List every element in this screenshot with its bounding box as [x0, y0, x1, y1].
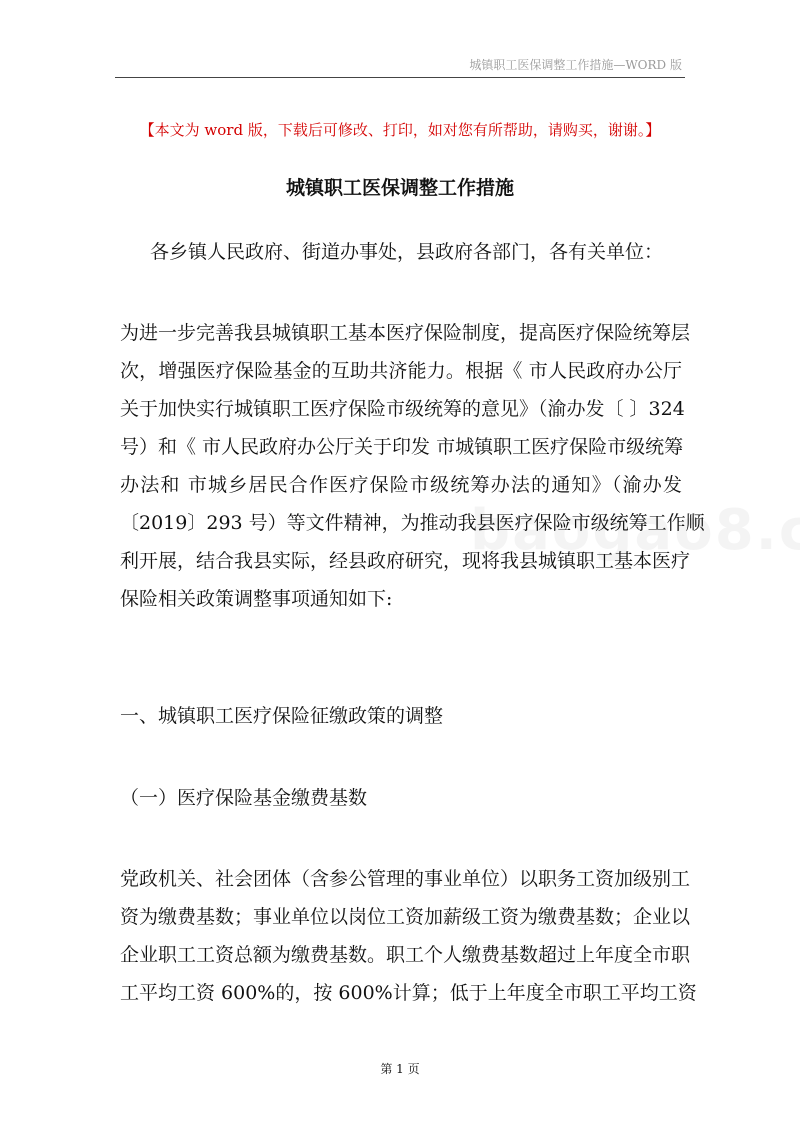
- page-header-text: 城镇职工医保调整工作措施—WORD 版: [469, 58, 682, 72]
- paragraph-1-line-5: 办法和 市城乡居民合作医疗保险市级统筹办法的通知》（渝办发: [120, 474, 682, 496]
- paragraph-1-line-6: 〔2019〕293 号）等文件精神，为推动我县医疗保险市级统筹工作顺: [120, 512, 705, 534]
- paragraph-2-line-2: 资为缴费基数；事业单位以岗位工资加薪级工资为缴费基数；企业以: [120, 906, 691, 928]
- paragraph-2-line-1: 党政机关、社会团体（含参公管理的事业单位）以职务工资加级别工: [120, 868, 691, 890]
- paragraph-1-line-8: 保险相关政策调整事项通知如下:: [120, 588, 393, 610]
- paragraph-2-line-3: 企业职工工资总额为缴费基数。职工个人缴费基数超过上年度全市职: [120, 944, 691, 966]
- subsection-heading-1: （一）医疗保险基金缴费基数: [120, 787, 368, 809]
- document-title: 城镇职工医保调整工作措施: [285, 177, 514, 199]
- page-number: 第 1 页: [380, 1062, 420, 1076]
- page-header-rule: [115, 77, 685, 78]
- paragraph-1-line-4: 号）和《 市人民政府办公厅关于印发 市城镇职工医疗保险市级统筹: [120, 436, 684, 458]
- section-heading-1: 一、城镇职工医疗保险征缴政策的调整: [120, 705, 444, 727]
- paragraph-1-line-1: 为进一步完善我县城镇职工基本医疗保险制度，提高医疗保险统筹层: [120, 322, 691, 344]
- paragraph-1-line-7: 利开展，结合我县实际，经县政府研究，现将我县城镇职工基本医疗: [120, 550, 691, 572]
- paragraph-1-line-2: 次，增强医疗保险基金的互助共济能力。根据《 市人民政府办公厅: [120, 360, 682, 382]
- salutation: 各乡镇人民政府、街道办事处，县政府各部门，各有关单位：: [150, 241, 664, 263]
- paragraph-1-line-3: 关于加快实行城镇职工医疗保险市级统筹的意见》（渝办发〔 〕324: [120, 398, 685, 420]
- paragraph-2-line-4: 工平均工资 600%的，按 600%计算；低于上年度全市职工平均工资: [120, 982, 697, 1004]
- paragraph-2: [120, 860, 697, 1012]
- paragraph-1: [120, 314, 705, 618]
- download-notice: 【本文为 word 版，下载后可修改、打印，如对您有所帮助，请购买，谢谢。】: [139, 121, 661, 139]
